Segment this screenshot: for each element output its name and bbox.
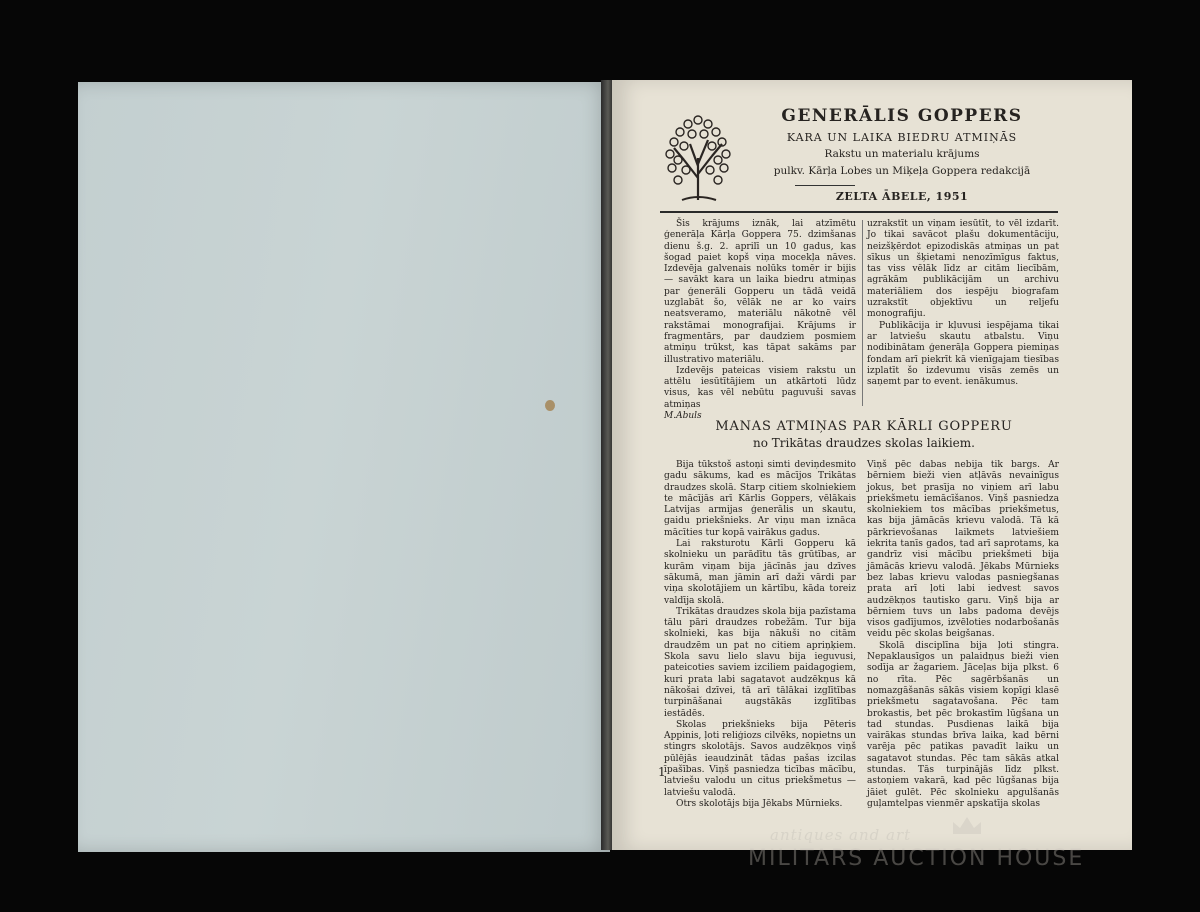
- article-paragraph: Bija tūkstoš astoņi simti deviņdesmito gadu sākums, kad es mācījos Trikātas draudzes skolā. Starp citiem skolniekiem te mācījās arī Kārlis Goppers, vēlākais Latvijas armijas ģenerālis un skautu, gaidu priekšnieks. Ar viņu man iznāca mācīties tur kopā vairākus gadus.: [664, 460, 856, 538]
- intro-paragraph: uzrakstīt un viņam iesūtīt, to vēl izdarīt. Jo tikai savācot plašu dokumentāciju, neizšķērdot epizodiskās atmiņas un pat sīkus un šķietami nenozīmīgus faktus, tas viss vēlāk līdz ar citām liecībām, agrākām publikācijām un archivu materiāliem dos iespēju biografam uzrakstīt objektīvu un reljefu monografiju.: [867, 219, 1059, 320]
- article-paragraph: Lai raksturotu Kārli Gopperu kā skolnieku un parādītu tās grūtības, ar kurām viņam bija jācīnās jau dzīves sākumā, man jāmin arī daži vārdi par viņa skolotājiem un kārtību, kāda toreiz valdīja skolā.: [664, 539, 856, 606]
- article-author: M.Abuls: [664, 411, 702, 421]
- article-column-left: [664, 460, 856, 810]
- collection-line: Rakstu un materialu krājums: [824, 148, 980, 160]
- apple-tree-logo-icon: [662, 108, 734, 204]
- article-paragraph: Skolas priekšnieks bija Pēteris Appinis, ļoti reliģiozs cilvēks, nopietns un stingrs skolotājs. Savos audzēkņos viņš pūlējās ieaudzināt tādas pašas izcilas īpašības. Viņš pasniedza ticības mācību, latviešu valodu un citus priekšmetus — latviešu valodā.: [664, 719, 856, 798]
- article-title: MANAS ATMIŅAS PAR KĀRLI GOPPERU: [715, 419, 1013, 434]
- article-column-right: [867, 460, 1059, 810]
- intro-column-left: [664, 219, 856, 411]
- article-subtitle: no Trikātas draudzes skolas laikiem.: [753, 436, 975, 450]
- crown-icon: [950, 814, 984, 838]
- document-title: GENERĀLIS GOPPERS: [781, 106, 1023, 126]
- watermark-house-name: MILITARS AUCTION HOUSE: [748, 846, 1085, 871]
- right-page: [612, 80, 1132, 850]
- article-paragraph: Skolā disciplīna bija ļoti stingra. Nepaklausīgos un palaidņus bieži vien sodīja ar žagariem. Jāceļas bija plkst. 6 no rīta. Pēc sagērbšanās un nomazgāšanās sākās visiem kopīgi klasē priekšmetu sagatavošana. Pēc tam brokastis, bet pēc brokastīm lūgšana un tad stundas. Pusdienas laikā bija vairākas stundas brīva laika, kad bērni varēja pēc patikas pavadīt laiku un sagatavot stundas. Pēc tam sākās atkal stundas. Tās turpinājās līdz plkst. astoņiem vakarā, kad pēc lūgšanas bija jāiet gulēt. Pēc skolnieku apgulšanās guļamtelpas vienmēr apskatīja skolas: [867, 640, 1059, 809]
- intro-paragraph: Izdevējs pateicas visiem rakstu un attēlu iesūtītājiem un atkārtoti lūdz visus, kas vēl nebūtu paguvuši savas atmiņas: [664, 365, 856, 410]
- document-subtitle: KARA UN LAIKA BIEDRU ATMIŅĀS: [786, 131, 1018, 144]
- column-divider: [862, 220, 863, 406]
- publisher-rule: [795, 185, 855, 186]
- article-paragraph: Otrs skolotājs bija Jēkabs Mūrnieks.: [676, 798, 843, 809]
- intro-column-right: [867, 219, 1059, 388]
- intro-paragraph: Publikācija ir kļuvusi iespējama tikai ar latviešu skautu atbalstu. Viņu nodibinātam ģenerāļa Goppera piemiņas fondam arī piekrīt kā vienīgajam tiesības izplatīt šo izdevumu visās zemēs un saņemt par to event. ienākumus.: [867, 320, 1059, 388]
- paper-stain: [545, 400, 555, 411]
- article-paragraph: Viņš pēc dabas nebija tik bargs. Ar bērniem bieži vien atļāvās nevainīgus jokus, bet prasīja no viņiem arī labu priekšmetu iemācīšanos. Viņš pasniedza skolniekiem tos mācības priekšmetus, kas bija jāmācās krievu valodā. Tā kā pārkrievošanas laikmets latviešiem iekrita tanīs gados, tad arī saprotams, ka gandrīz visi mācību priekšmeti bija jāmācās krievu valodā. Jēkabs Mūrnieks bez labas krievu valodas pasniegšanas prata arī ļoti labi iedvest savos audzēkņos tautisko garu. Viņš bija ar bērniem tuvs un labs padoma devējs visos gadījumos, izvēloties nodarbošanās veidu pēc skolas beigšanas.: [867, 460, 1059, 640]
- left-page-blank: [78, 82, 610, 852]
- intro-paragraph: Šis krājums iznāk, lai atzīmētu ģenerāļa Kārļa Goppera 75. dzimšanas dienu š.g. 2. aprilī un 10 gadus, kas šogad paiet kopš viņa mocekļa nāves. Izdevēja galvenais nolūks tomēr ir bijis — savākt kara un laika biedru atmiņas par ģenerāli Gopperu un tādā veidā uzglabāt šo, vēlāk ne ar ko vairs neatsveramo, materiālu nākotnē vēl rakstāmai monografijai. Krājums ir fragmentārs, par daudziem posmiem atmiņu trūkst, kas tāpat sakāms par illustrativo materiālu.: [664, 219, 856, 365]
- publisher-line: ZELTA ĀBELE, 1951: [835, 190, 969, 203]
- page-number: 1: [658, 765, 666, 779]
- article-paragraph: Trikātas draudzes skola bija pazīstama tālu pāri draudzes robežām. Tur bija skolnieki, kas bija nākuši no citām draudzēm un pat no citiem apriņķiem. Skola savu lielo slavu bija ieguvusi, pateicoties saviem izciliem paidagogiem, kuri prata labi sagatavot audzēkņus kā nākošai dzīvei, tā arī tālākai izglītības turpināšanai augstākās izglītības iestādēs.: [664, 606, 856, 719]
- header-divider: [660, 211, 1058, 213]
- watermark-text: antiques and art: [770, 826, 912, 844]
- editors-line: pulkv. Kārļa Lobes un Miķeļa Goppera redakcijā: [773, 165, 1031, 177]
